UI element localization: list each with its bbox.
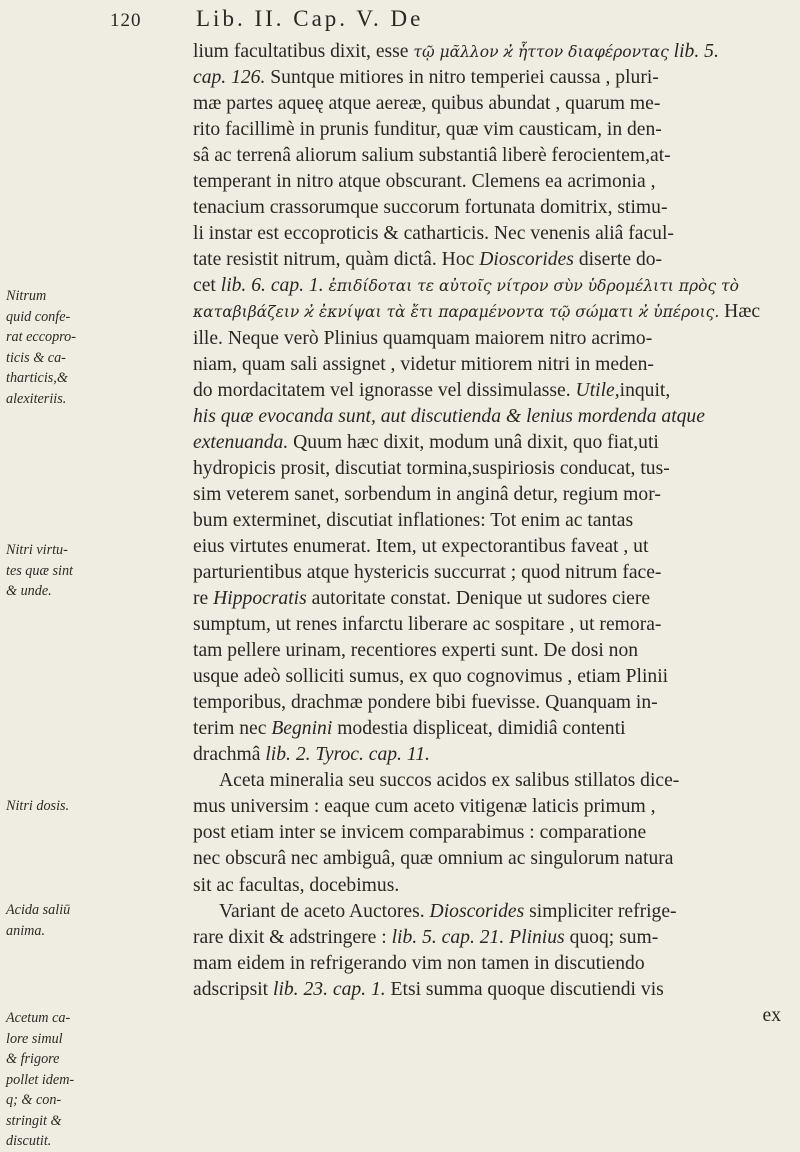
text-span: sit ac facultas, docebimus. <box>193 874 400 896</box>
margin-note-line: Acetum ca- <box>6 1010 71 1026</box>
margin-note-line: Nitri dosis. <box>6 798 70 814</box>
text-span: adscripsit <box>193 978 273 1000</box>
text-line <box>193 430 785 456</box>
text-span: ex <box>762 1004 781 1026</box>
text-span: sâ ac terrenâ aliorum salium substantiâ liberè ferocientem,at- <box>193 145 671 167</box>
text-line <box>193 664 785 690</box>
margin-note-line: tes quæ sint <box>6 562 74 579</box>
catchword <box>193 1003 785 1029</box>
text-line <box>193 925 785 951</box>
text-span: inquit, <box>619 379 671 401</box>
italic-text: Dioscorides <box>429 900 525 922</box>
margin-note-acetum <box>6 1008 98 1152</box>
text-span: sim veterem sanet, sorbendum in anginâ detur, regium mor- <box>193 483 661 505</box>
text-line <box>193 534 785 560</box>
text-span: Suntque mitiores in nitro temperiei caussa , pluri- <box>265 67 659 89</box>
text-span: rito facillimè in prunis funditur, quæ vim causticam, in den- <box>193 119 662 141</box>
text-span: mam eidem in refrigerando vim non tamen in discutiendo <box>193 952 645 974</box>
text-line <box>193 169 785 195</box>
text-line <box>193 117 785 143</box>
italic-text: lib. 5. <box>668 41 719 62</box>
text-line <box>193 560 785 586</box>
text-span: li instar est eccoproticis & catharticis. Nec venenis aliâ facul- <box>193 223 674 245</box>
margin-note-line: Nitrum <box>6 288 47 304</box>
greek-text: ἐπιδίδοται τε αὐτοῖς νίτρον σὺν ὑδρομέλιτι πρὸς τὸ <box>328 277 739 296</box>
text-span: Variant de aceto Auctores. <box>219 900 430 922</box>
text-span: Aceta mineralia seu succos acidos ex salibus stillatos dice- <box>219 770 680 792</box>
text-span: terim nec <box>193 718 272 740</box>
text-line <box>193 456 785 482</box>
text-line <box>193 247 785 273</box>
text-span: bum exterminet, discutiat inflationes: Tot enim ac tantas <box>193 509 634 531</box>
text-span: simpliciter refrige- <box>524 900 677 922</box>
text-line <box>193 273 785 299</box>
text-span: hydropicis prosit, discutiat tormina,suspiriosis conducat, tus- <box>193 457 670 479</box>
italic-text: extenuanda. <box>193 431 289 453</box>
text-span: re <box>193 587 214 609</box>
italic-text: Dioscorides <box>479 249 574 271</box>
text-span: post etiam inter se invicem comparabimus : comparatione <box>193 822 647 844</box>
margin-note-line: & frigore <box>6 1051 60 1067</box>
text-span: lium facultatibus dixit, esse <box>193 41 414 62</box>
text-line <box>193 873 785 899</box>
text-span: parturientibus atque hystericis succurrat ; quod nitrum face- <box>193 561 662 583</box>
main-text <box>193 39 785 1029</box>
margin-note-line: q; & con- <box>6 1092 62 1108</box>
italic-text: lib. 5. cap. 21. <box>391 926 505 948</box>
text-span: nec obscurâ nec ambiguâ, quæ omnium ac singulorum natura <box>193 848 674 870</box>
text-line <box>193 404 785 430</box>
text-line <box>193 977 785 1003</box>
text-line <box>193 612 785 638</box>
text-line <box>193 586 785 612</box>
margin-note-line: Nitri virtu- <box>6 542 68 558</box>
margin-note-nitrum <box>6 286 98 409</box>
greek-text: τῷ μᾶλλον ϰ̓ ἧττον διαφέροντας <box>413 43 669 61</box>
greek-text: καταβιβάζειν ϰ̓ ἐκνίψαι τὰ ἔτι παραμένοντα τῷ σώματι ϰ̓ ὑπέροις. <box>193 303 720 322</box>
text-span: do mordacitatem vel ignorasse vel dissimulasse. <box>193 379 576 401</box>
text-line <box>193 221 785 247</box>
margin-note-line: anima. <box>6 922 46 939</box>
italic-text: lib. 2. Tyroc. cap. 11. <box>265 744 430 766</box>
text-line <box>193 299 785 325</box>
text-line <box>193 378 785 404</box>
text-span: mus universim : eaque cum aceto vitigenæ laticis primum , <box>193 796 656 818</box>
text-span: temporibus, drachmæ pondere bibi fuevisse. Quanquam in- <box>193 692 658 714</box>
margin-note-line: & unde. <box>6 583 52 599</box>
margin-note-line: ticis & ca- <box>6 349 66 366</box>
text-line <box>193 768 785 794</box>
text-line <box>193 143 785 169</box>
italic-text: cap. 126. <box>193 67 266 89</box>
text-span: tenacium crassorumque succorum fortunata domitrix, stimu- <box>193 197 668 219</box>
text-line <box>193 951 785 977</box>
text-line <box>193 820 785 846</box>
text-line <box>193 794 785 820</box>
text-span: niam, quam sali assignet , videtur mitiorem nitri in meden- <box>193 353 654 375</box>
italic-text: Hippocratis <box>213 587 307 609</box>
text-span: drachmâ <box>193 744 266 766</box>
text-span: Hæc <box>719 301 761 323</box>
text-span: rare dixit & adstringere : <box>193 926 392 948</box>
text-line <box>193 91 785 117</box>
text-span: mæ partes aqueę atque aereæ, quibus abundat , quarum me- <box>193 93 661 115</box>
italic-text: lib. 23. cap. 1. <box>273 978 386 1000</box>
text-span: tam pellere urinam, recentiores experti sunt. De dosi non <box>193 640 639 662</box>
text-span: ille. Neque verò Plinius quamquam maiorem nitro acrimo- <box>193 327 653 349</box>
text-line <box>193 326 785 352</box>
margin-note-line: rat eccopro- <box>6 329 76 345</box>
text-line <box>193 482 785 508</box>
italic-text: lib. 6. cap. 1. <box>220 275 324 297</box>
margin-note-line: tharticis,& <box>6 370 68 386</box>
text-span: usque adeò solliciti sumus, ex quo cognovimus , etiam Plinii <box>193 666 669 688</box>
margin-note-line: lore simul <box>6 1030 63 1047</box>
text-line <box>193 742 785 768</box>
text-span: sumptum, ut renes infarctu liberare ac sospitare , ut remora- <box>193 614 662 636</box>
page-header <box>110 6 790 36</box>
text-span: modestia displiceat, dimidiâ contenti <box>332 718 626 740</box>
text-line <box>193 716 785 742</box>
margin-note-line: pollet idem- <box>6 1071 75 1088</box>
italic-text: Plinius <box>509 926 565 948</box>
margin-note-nitri-virtutes <box>6 540 98 602</box>
text-line <box>193 508 785 534</box>
text-line <box>193 352 785 378</box>
margin-note-line: alexiteriis. <box>6 390 67 407</box>
italic-text: Utile, <box>575 379 620 401</box>
text-line <box>193 39 785 65</box>
running-title: Lib. II. Cap. V. De <box>196 6 424 31</box>
italic-text: Begnini <box>271 718 333 740</box>
text-span: Quum hæc dixit, modum unâ dixit, quo fiat,uti <box>288 431 659 453</box>
text-line <box>193 638 785 664</box>
text-line <box>193 690 785 716</box>
text-span: eius virtutes enumerat. Item, ut expectorantibus faveat , ut <box>193 535 649 557</box>
text-span: cet <box>193 275 221 297</box>
text-span: Etsi summa quoque discutiendi vis <box>385 978 664 1000</box>
italic-text: his quæ evocanda sunt, aut discutienda & lenius mordenda atque <box>193 405 705 427</box>
text-span: quoq; sum- <box>564 926 659 948</box>
text-line <box>193 846 785 872</box>
margin-note-line: discutit. <box>6 1133 52 1149</box>
text-span: temperant in nitro atque obscurant. Clemens ea acrimonia , <box>193 171 656 193</box>
text-line <box>193 65 785 91</box>
margin-note-line: stringit & <box>6 1112 62 1129</box>
text-span: diserte do- <box>573 249 663 271</box>
text-span: tate resistit nitrum, quàm dictâ. Hoc <box>193 249 480 271</box>
text-line <box>193 195 785 221</box>
margin-note-nitri-dosis <box>6 796 98 817</box>
margin-note-acida-salium <box>6 900 98 941</box>
margin-note-line: Acida saliū <box>6 902 71 918</box>
margin-note-line: quid confe- <box>6 308 71 325</box>
text-line <box>193 899 785 925</box>
text-span: autoritate constat. Denique ut sudores ciere <box>306 587 651 609</box>
page-number: 120 <box>110 10 142 31</box>
